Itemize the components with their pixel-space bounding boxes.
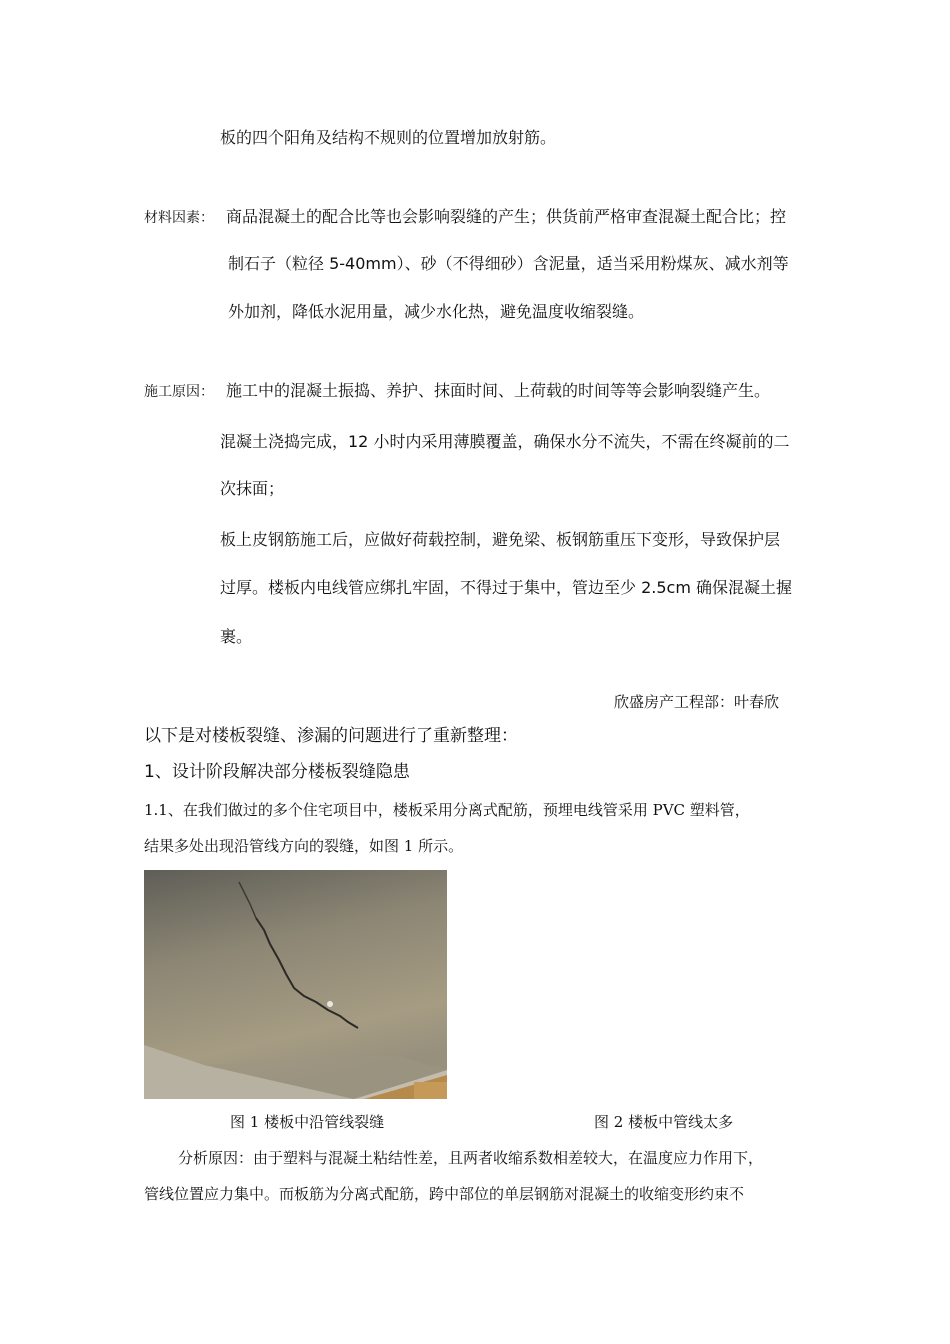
construction-label: 施工原因：: [144, 384, 214, 400]
signature: 欣盛房产工程部：叶春欣: [614, 693, 780, 711]
section-1-title: 1、设计阶段解决部分楼板裂缝隐患: [144, 762, 410, 782]
construction-p2-line-3: 裹。: [220, 627, 253, 646]
material-line-2: 制石子（粒径 5-40mm）、砂（不得细砂）含泥量，适当采用粉煤灰、减水剂等: [228, 254, 789, 273]
analysis-line-1: 分析原因：由于塑料与混凝土粘结性差，且两者收缩系数相差较大，在温度应力作用下，: [178, 1149, 764, 1167]
construction-p2-line-2: 过厚。楼板内电线管应绑扎牢固，不得过于集中，管边至少 2.5cm 确保混凝土握: [220, 578, 793, 597]
section-intro: 以下是对楼板裂缝、渗漏的问题进行了重新整理：: [144, 726, 518, 746]
ceiling-crack-photo: [144, 870, 447, 1099]
item-1-1-line-2: 结果多处出现沿管线方向的裂缝，如图 1 所示。: [144, 837, 464, 855]
material-line-1: 商品混凝土的配合比等也会影响裂缝的产生；供货前严格审查混凝土配合比；控: [226, 207, 787, 226]
item-1-1-line-1: 1.1、在我们做过的多个住宅项目中，楼板采用分离式配筋，预埋电线管采用 PVC 塑料管，: [144, 801, 750, 819]
figure-1-caption: 图 1 楼板中沿管线裂缝: [230, 1113, 385, 1131]
construction-p2-line-1: 板上皮钢筋施工后，应做好荷载控制，避免梁、板钢筋重压下变形，导致保护层: [220, 530, 781, 549]
analysis-line-2: 管线位置应力集中。而板筋为分离式配筋，跨中部位的单层钢筋对混凝土的收缩变形约束不: [144, 1185, 745, 1203]
figure-2-caption: 图 2 楼板中管线太多: [594, 1113, 734, 1131]
material-label: 材料因素：: [144, 210, 214, 226]
construction-p1-line-2: 次抹面；: [220, 479, 285, 498]
material-line-3: 外加剂，降低水泥用量，减少水化热，避免温度收缩裂缝。: [228, 302, 645, 321]
continuation-text: 板的四个阳角及结构不规则的位置增加放射筋。: [220, 128, 557, 147]
construction-p1-line-1: 混凝土浇捣完成，12 小时内采用薄膜覆盖，确保水分不流失，不需在终凝前的二: [220, 432, 790, 451]
construction-line-1: 施工中的混凝土振捣、养护、抹面时间、上荷载的时间等等会影响裂缝产生。: [226, 381, 771, 400]
